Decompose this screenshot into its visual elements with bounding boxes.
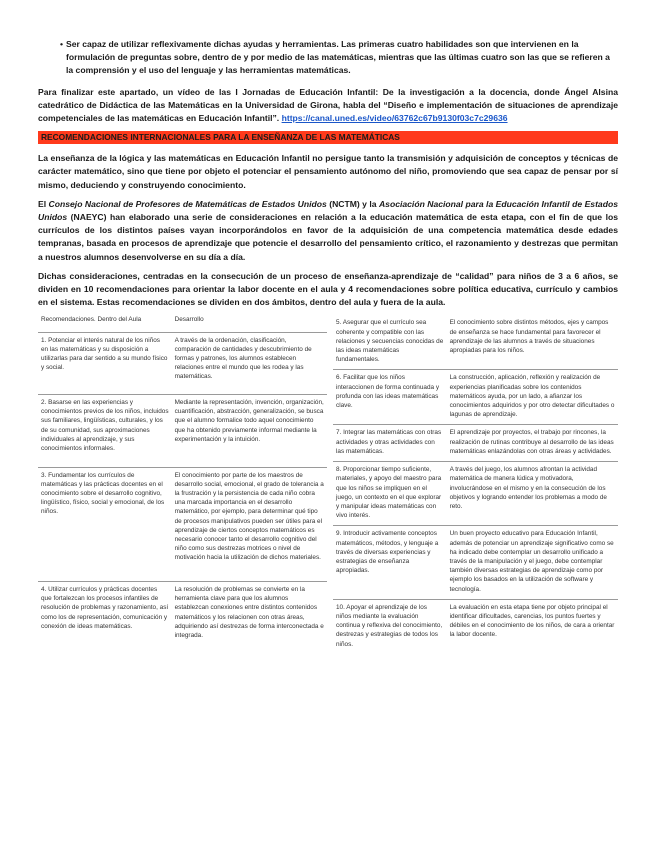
para2-pre: El: [38, 198, 49, 209]
development-cell: La evaluación en esta etapa tiene por objeto principal el identificar dificultades, carencias, los puntos fuertes y débiles en el conocimiento de los niños, de cara a orientar la labor docente.: [447, 599, 618, 654]
recommendation-cell: 3. Fundamentar los currículos de matemáticas y las prácticas docentes en el conocimiento sobre el desarrollo cognitivo, lingüístico, físico, social y emocional, de los niños.: [38, 467, 172, 581]
table-inside-classroom: [38, 315, 327, 653]
recommendation-cell: 5. Asegurar que el currículo sea coherente y compatible con las relaciones y secuencias conocidas de las ideas matemáticas fundamentales.: [336, 319, 444, 364]
section-title: RECOMENDACIONES INTERNACIONALES PARA LA ENSEÑANZA DE LAS MATEMÁTICAS: [38, 131, 618, 144]
development-cell: El conocimiento sobre distintos métodos, ejes y campos de enseñanza se hace fundamental para favorecer el aprendizaje de las alumnos a través de situaciones apropiadas para los niños.: [449, 319, 609, 355]
table-row: [38, 332, 327, 394]
org-nctm: Consejo Nacional de Profesores de Matemáticas de Estados Unidos: [48, 198, 327, 209]
table-row: [333, 425, 618, 462]
development-cell: El aprendizaje por proyectos, el trabajo por rincones, la realización de rutinas contribuye al desarrollo de las ideas matemáticas enlazándolas con otras áreas y actividades.: [447, 425, 618, 462]
bullet-item: [38, 38, 618, 78]
table-header-row: [38, 315, 327, 332]
recommendation-cell: 7. Integrar las matemáticas con otras actividades y otras actividades con las matemáticas.: [333, 425, 447, 462]
table-row: [38, 467, 327, 581]
bullet-text: Ser capaz de utilizar reflexivamente dichas ayudas y herramientas. Las primeras cuatro habilidades son que intervienen en la formulación de preguntas sobre, dentro de y por medio de las matemáticas, mientras que las últimas cuatro son las que se refieren a la comprensión y el uso del lenguaje y las herramientas matemáticas.: [66, 39, 610, 76]
development-cell: A través del juego, los alumnos afrontan la actividad matemática de manera lúdica y motivadora, involucrándose en el mismo y en la consecución de los objetivos y logrando entender los problemas a modo de reto.: [447, 462, 618, 526]
org-naeyc: Asociación Nacional para la Educación Infantil de Estados Unidos: [38, 198, 618, 223]
table-row: [333, 315, 618, 370]
para2-post: (NAEYC) han elaborado una serie de consideraciones en relación a la educación matemática de esta etapa, con el fin de que los currículos de los distintos países vayan incorporándolos en favor de la adquisición de una competencia matemática desde edades tempranas, basada en procesos de aprendizaje que potencie el desarrollo del pensamiento crítico, el razonamiento y destrezas que permitan a nuestros alumnos desenvolverse en su día a día.: [38, 212, 618, 262]
recommendation-cell: 6. Facilitar que los niños interaccionen de forma continuada y profunda con las ideas matemáticas clave.: [333, 370, 447, 425]
recommendation-cell: 8. Proporcionar tiempo suficiente, materiales, y apoyo del maestro para que los niños se impliquen en el juego, un contexto en el que explorar y manipular ideas matemáticas con vivo interés.: [333, 462, 447, 526]
table-inside-classroom-continued: [333, 315, 618, 653]
recommendation-cell: 2. Basarse en las experiencias y conocimientos previos de los niños, incluidos sus familiares, lingüísticas, culturales, y los de su comunidad, sus aproximaciones individuales al aprendizaje, y sus conocimientos informales.: [38, 394, 172, 467]
development-cell: El conocimiento por parte de los maestros de desarrollo social, emocional, el grado de tolerancia a la frustración y la persistencia de cada niño cobra una marcada importancia en el desarrollo matemático, por ejemplo, para determinar qué tipo de procesos manipulativos pueden ser útiles para el aprendizaje de ciertos conceptos matemáticos es necesario conocer tanto el desarrollo cognitivo del niño como sus destrezas motrices o nivel de motivación hacia la utilización de dichos materiales.: [172, 467, 327, 581]
table-row: [333, 599, 618, 654]
intro-paragraph: [38, 86, 618, 126]
paragraph-3: Dichas consideraciones, centradas en la consecución de un proceso de enseñanza-aprendizaje de “calidad” para niños de 3 a 6 años, se dividen en 10 recomendaciones para orientar la labor docente en el aula y 4 recomendaciones sobre política educativa, currículo y cambios en el sistema. Estas recomendaciones se dividen en dos ámbitos, dentro del aula y fuera de la aula.: [38, 270, 618, 308]
paragraph-1: La enseñanza de la lógica y las matemáticas en Educación Infantil no persigue tanto la transmisión y adquisición de conceptos y técnicas de carácter matemático, sino que tiene por objeto el potenciar el pensamiento autónomo del niño, promoviendo que sea capaz de pensar por sí mismo, deduciendo y construyendo conocimiento.: [38, 153, 618, 190]
recommendation-cell: 10. Apoyar el aprendizaje de los niños mediante la evaluación continua y reflexiva del conocimiento, destrezas y estrategias de todos los niños.: [333, 599, 447, 654]
para2-mid: (NCTM) y la: [326, 198, 379, 209]
table-row: [38, 394, 327, 467]
header-recommendations: Recomendaciones. Dentro del Aula: [38, 315, 172, 332]
table-row: [333, 462, 618, 526]
recommendation-cell: 1. Potenciar el interés natural de los niños en las matemáticas y su disposición a utilizarlas para dar sentido a su mundo físico y social.: [38, 332, 172, 394]
bullet-icon: •: [60, 39, 64, 49]
development-cell: La resolución de problemas se convierte en la herramienta clave para que los alumnos establezcan conexiones entre distintos contenidos matemáticos y los relacionen con otras áreas, adquiriendo así destrezas de forma interconectada e integrada.: [172, 582, 327, 654]
table-row: [333, 370, 618, 425]
intro-text: Para finalizar este apartado, un vídeo de las I Jornadas de Educación Infantil: De la investigación a la docencia, donde Ángel Alsina catedrático de Didáctica de las Matemáticas en la Universidad de Girona, habla del “Diseño e implementación de situaciones de aprendizaje competenciales de las matemáticas en Educación Infantil”.: [38, 86, 618, 124]
recommendation-cell: 4. Utilizar currículos y prácticas docentes que fortalezcan los procesos infantiles de resolución de problemas y razonamiento, así como los de representación, comunicación y conexión de ideas matemáticas.: [38, 582, 172, 654]
recommendations-tables: [38, 315, 618, 653]
development-cell: Mediante la representación, invención, organización, cuantificación, abstracción, generalización, se busca que el alumno formalice todo aquel conocimiento que ha obtenido previamente informal mediante la experimentación y la intuición.: [172, 394, 327, 467]
table-row: [38, 582, 327, 654]
document-page: [38, 38, 618, 654]
development-cell: La construcción, aplicación, reflexión y realización de experiencias planificadas sobre los contenidos matemáticos ayuda, por un lado, a afianzar los conocimientos adquiridos y por otro detectar dificultades o lagunas de aprendizaje.: [447, 370, 618, 425]
development-cell: A través de la ordenación, clasificación, comparación de cantidades y descubrimiento de formas y patrones, los alumnos establecen relaciones entre el mundo que les rodea y las matemáticas.: [172, 332, 327, 394]
table-row: [333, 526, 618, 599]
header-development: Desarrollo: [172, 315, 327, 332]
video-link[interactable]: https://canal.uned.es/video/63762c67b9130f03c7c29636: [281, 113, 508, 124]
development-cell: Un buen proyecto educativo para Educación Infantil, además de potenciar un aprendizaje significativo como se ha indicado debe contemplar un desarrollo unificado a través de la manipulación y el juego, debe contemplar también diversas estrategias de aprendizaje como por ejemplo los basados en la utilización de software y tecnología.: [447, 526, 618, 599]
recommendation-cell: 9. Introducir activamente conceptos matemáticos, métodos, y lenguaje a través de diversas experiencias y estrategias de enseñanza apropiadas.: [333, 526, 447, 599]
paragraph-2: [38, 198, 618, 264]
